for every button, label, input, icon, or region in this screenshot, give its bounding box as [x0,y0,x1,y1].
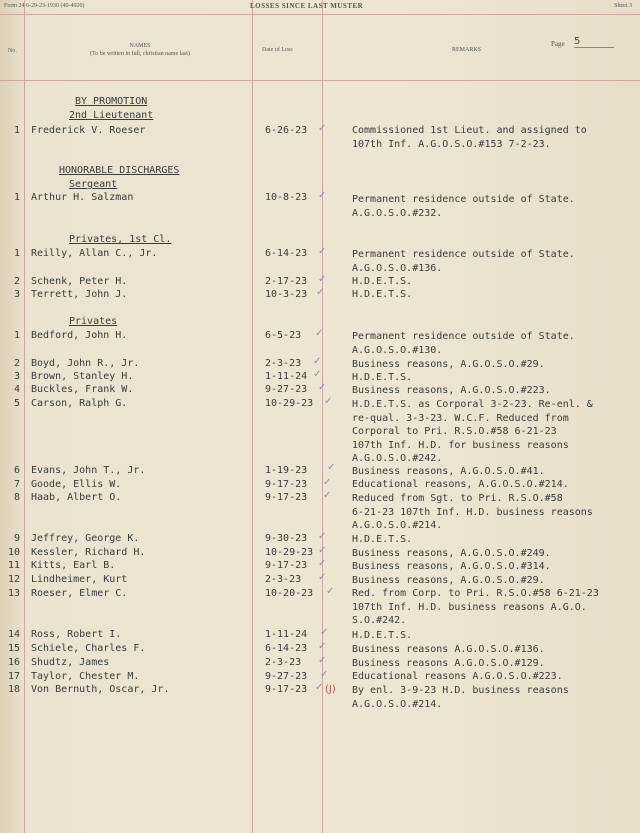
check-mark: ✓ [320,627,329,638]
row-remark-1: Business reasons A.G.O.S.O.#129. [352,658,545,669]
row-remark-2: 6-21-23 107th Inf. H.D. business reasons [352,507,593,518]
row-remark-1: Business reasons A.G.O.S.O.#136. [352,644,545,655]
row-name: Jeffrey, George K. [31,533,140,544]
row-name: Boyd, John R., Jr. [31,358,140,369]
row-name: Buckles, Frank W. [31,384,134,395]
row-name: Taylor, Chester M. [31,671,140,682]
check-mark: ✓ [318,382,327,393]
row-remark-1: Permanent residence outside of State. [352,194,575,205]
row-remark-3: S.O.#242. [352,615,407,626]
col-remarks-header: REMARKS [452,47,482,53]
col-no-header: No. [8,48,17,54]
row-no: 1 [13,125,20,136]
row-remark-2: A.G.O.S.O.#232. [352,208,443,219]
row-no: 1 [13,192,20,203]
row-no: 18 [7,684,20,695]
check-mark: ✓ [316,287,325,298]
row-date: 9-17-23 [265,684,308,695]
check-mark: ✓ [318,246,327,257]
row-date: 6-5-23 [265,330,302,341]
row-remark-1: H.D.E.T.S. [352,630,413,641]
section-privates: Privates [69,316,118,327]
check-mark: ✓ [318,572,327,583]
row-no: 5 [13,398,20,409]
row-no: 2 [13,276,20,287]
check-mark: ✓ [320,669,329,680]
row-no: 16 [7,657,20,668]
page-number: 5 [574,36,614,48]
row-date: 9-17-23 [265,560,308,571]
row-date: 10-8-23 [265,192,308,203]
sheet-title: LOSSES SINCE LAST MUSTER [250,2,364,10]
row-remark-3: Corporal to Pri. R.S.O.#58 6-21-23 [352,426,557,437]
row-remark-1: Business reasons, A.G.O.S.O.#223. [352,385,551,396]
check-mark: ✓ [318,655,327,666]
row-no: 1 [13,330,20,341]
row-name: Schiele, Charles F. [31,643,146,654]
check-mark: ✓ [318,641,327,652]
page-label: Page [551,40,565,48]
row-no: 2 [13,358,20,369]
rule-header-bottom [0,80,640,81]
row-remark-2: 107th Inf. A.G.O.S.O.#153 7-2-23. [352,139,551,150]
form-number: Form 24 6-29-23-1930 (40-4920) [4,3,85,9]
row-remark-1: Business reasons, A.G.O.S.O.#249. [352,548,551,559]
check-mark: ✓ [323,477,332,488]
rule-top [0,14,640,15]
row-name: Shudtz, James [31,657,110,668]
row-name: Terrett, John J. [31,289,128,300]
row-remark-1: Commissioned 1st Lieut. and assigned to [352,125,587,136]
row-name: Bedford, John H. [31,330,128,341]
row-no: 9 [13,533,20,544]
row-no: 12 [7,574,20,585]
row-remark-2: A.G.O.S.O.#130. [352,345,443,356]
row-name: Ross, Robert I. [31,629,122,640]
rule-no-col [24,0,25,833]
row-name: Schenk, Peter H. [31,276,128,287]
row-no: 3 [13,289,20,300]
row-name: Goode, Ellis W. [31,479,122,490]
row-date: 9-17-23 [265,479,308,490]
check-mark: ✓ [313,369,322,380]
row-date: 2-3-23 [265,657,302,668]
row-date: 6-26-23 [265,125,308,136]
row-remark-1: Business reasons, A.G.O.S.O.#41. [352,466,545,477]
col-names-header [40,42,240,58]
row-date: 10-3-23 [265,289,308,300]
row-no: 10 [7,547,20,558]
section-privates-1st: Privates, 1st Cl. [69,234,172,245]
row-date: 1-11-24 [265,371,308,382]
section-sergeant: Sergeant [69,179,118,190]
row-date: 10-20-23 [265,588,314,599]
row-remark-1: H.D.E.T.S. [352,372,413,383]
check-mark: ✓ [326,586,335,597]
row-name: Evans, John T., Jr. [31,465,146,476]
check-mark: ✓ [313,356,322,367]
row-no: 4 [13,384,20,395]
row-date: 1-19-23 [265,465,308,476]
annotation-j: (J) [325,684,336,695]
row-date: 9-30-23 [265,533,308,544]
row-date: 10-29-23 [265,547,314,558]
row-date: 9-27-23 [265,671,308,682]
row-date: 1-11-24 [265,629,308,640]
row-date: 10-29-23 [265,398,314,409]
row-name: Carson, Ralph G. [31,398,128,409]
row-remark-2: A.G.O.S.O.#214. [352,699,443,710]
row-remark-1: H.D.E.T.S. [352,534,413,545]
row-remark-1: H.D.E.T.S. as Corporal 3-2-23. Re-enl. & [352,399,593,410]
row-no: 8 [13,492,20,503]
check-mark: ✓ [327,462,336,473]
row-date: 9-27-23 [265,384,308,395]
row-no: 7 [13,479,20,490]
row-remark-1: H.D.E.T.S. [352,276,413,287]
row-name: Haab, Albert O. [31,492,122,503]
row-date: 9-17-23 [265,492,308,503]
row-no: 11 [7,560,20,571]
row-remark-1: Business reasons, A.G.O.S.O.#29. [352,575,545,586]
row-name: Roeser, Elmer C. [31,588,128,599]
row-remark-1: Reduced from Sgt. to Pri. R.S.O.#58 [352,493,563,504]
row-no: 6 [13,465,20,476]
sheet-number: Sheet 3 [614,3,632,9]
row-remark-1: Educational reasons A.G.O.S.O.#223. [352,671,563,682]
row-remark-2: re-qual. 3-3-23. W.C.F. Reduced from [352,413,569,424]
check-mark: ✓ [324,396,333,407]
row-remark-2: 107th Inf. H.D. business reasons A.G.O. [352,602,587,613]
row-date: 2-3-23 [265,358,302,369]
check-mark: ✓ [318,123,327,134]
section-promotion: BY PROMOTION [75,96,148,107]
rule-names-col [252,0,253,833]
check-mark: ✓ [318,545,327,556]
check-mark: ✓ [318,190,327,201]
col-date-header: Date of Loss [262,47,293,53]
check-mark: ✓ [315,328,324,339]
row-date: 2-17-23 [265,276,308,287]
row-name: Arthur H. Salzman [31,192,134,203]
check-mark: ✓ [315,682,324,693]
row-name: Brown, Stanley H. [31,371,134,382]
row-remark-1: Red. from Corp. to Pri. R.S.O.#58 6-21-23 [352,588,599,599]
row-no: 15 [7,643,20,654]
row-date: 6-14-23 [265,643,308,654]
row-name: Kessler, Richard H. [31,547,146,558]
check-mark: ✓ [323,490,332,501]
check-mark: ✓ [318,558,327,569]
row-remark-5: A.G.O.S.O.#242. [352,453,443,464]
check-mark: ✓ [318,531,327,542]
section-2nd-lieutenant: 2nd Lieutenant [69,110,154,121]
row-date: 2-3-23 [265,574,302,585]
row-remark-1: Permanent residence outside of State. [352,249,575,260]
row-remark-2: A.G.O.S.O.#136. [352,263,443,274]
row-remark-1: Business reasons, A.G.O.S.O.#314. [352,561,551,572]
row-name: Lindheimer, Kurt [31,574,128,585]
row-remark-1: By enl. 3-9-23 H.D. business reasons [352,685,569,696]
row-remark-1: H.D.E.T.S. [352,289,413,300]
check-mark: ✓ [318,274,327,285]
row-no: 13 [7,588,20,599]
row-remark-4: 107th Inf. H.D. for business reasons [352,440,569,451]
row-no: 17 [7,671,20,682]
row-name: Kitts, Earl B. [31,560,116,571]
row-no: 3 [13,371,20,382]
row-remark-1: Business reasons, A.G.O.S.O.#29. [352,359,545,370]
row-name: Frederick V. Roeser [31,125,146,136]
col-names-sub: (To be written in full, christian name last) [90,51,190,57]
section-honorable-discharges: HONORABLE DISCHARGES [59,165,180,176]
row-no: 1 [13,248,20,259]
row-no: 14 [7,629,20,640]
row-name: Von Bernuth, Oscar, Jr. [31,684,170,695]
col-names-title: NAMES [129,43,151,49]
row-remark-3: A.G.O.S.O.#214. [352,520,443,531]
row-date: 6-14-23 [265,248,308,259]
row-remark-1: Educational reasons, A.G.O.S.O.#214. [352,479,569,490]
row-name: Reilly, Allan C., Jr. [31,248,158,259]
row-remark-1: Permanent residence outside of State. [352,331,575,342]
